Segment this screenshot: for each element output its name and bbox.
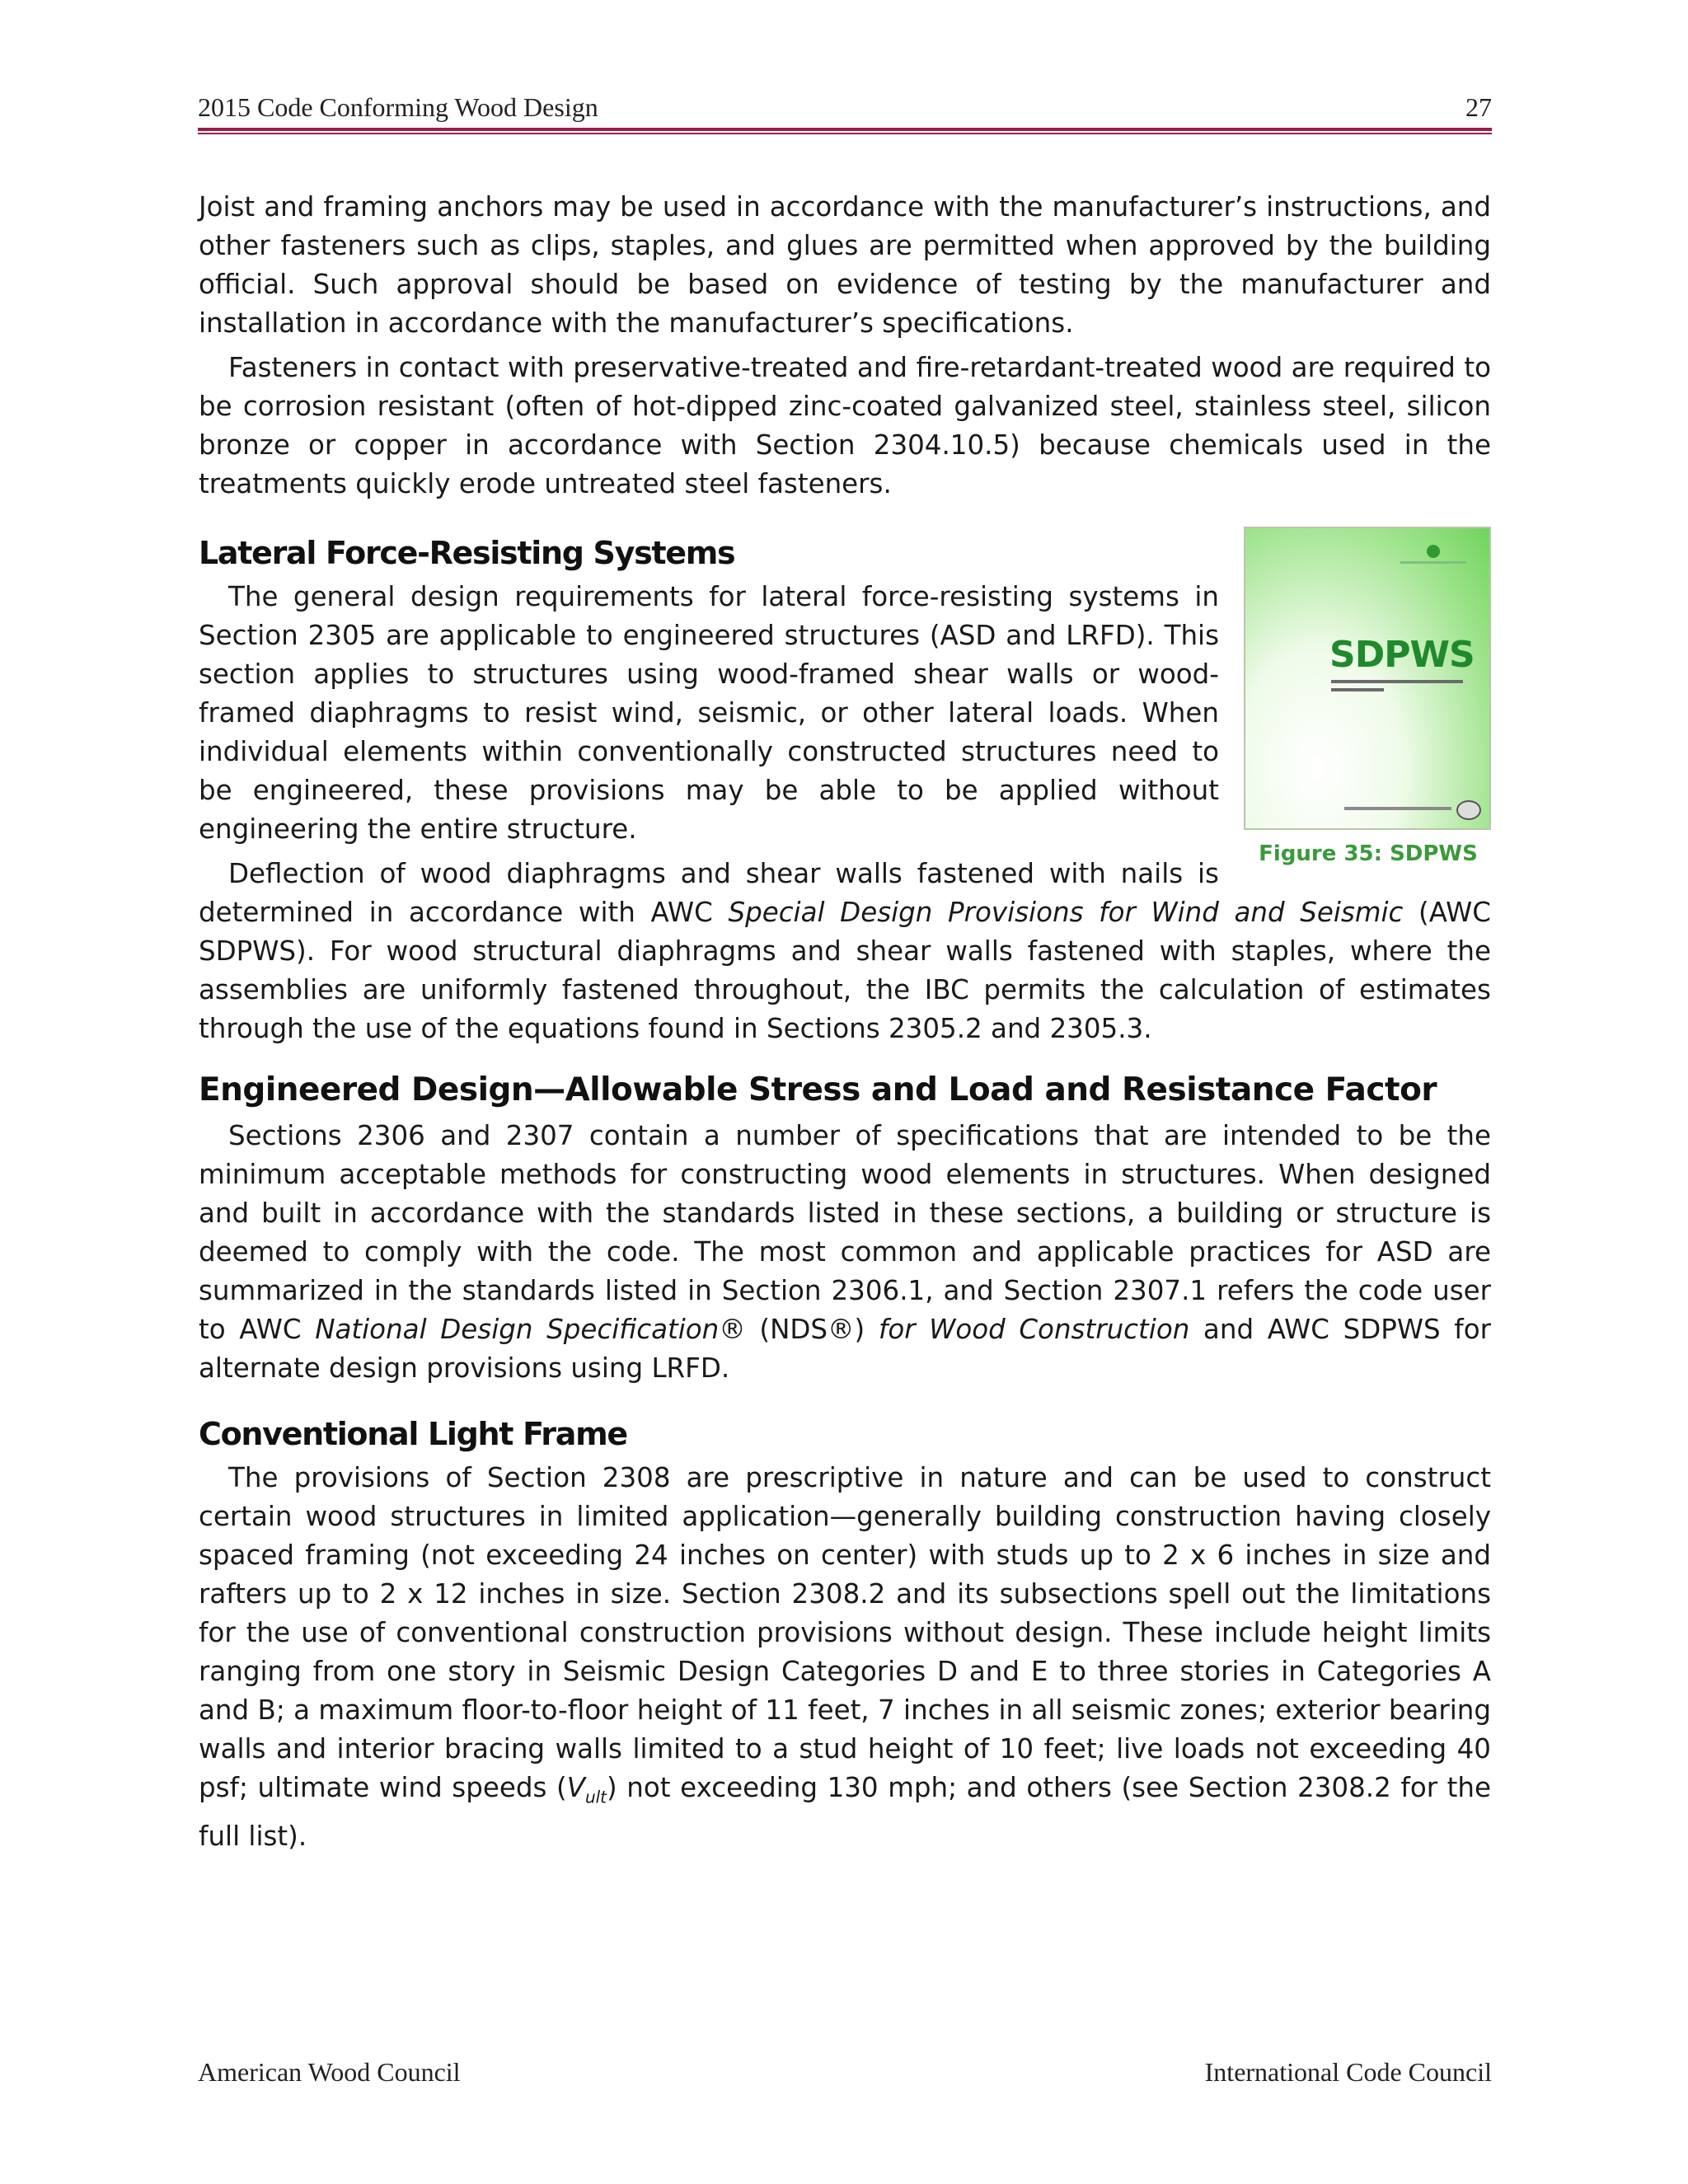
page-number: 27 (1465, 92, 1492, 122)
heading-lateral: Lateral Force-Resisting Systems (199, 535, 735, 571)
engineered-text-b: ® (NDS®) (719, 1314, 879, 1345)
nds-title-italic: National Design Specification (315, 1314, 720, 1345)
figure-caption: Figure 35: SDPWS (1259, 841, 1478, 866)
ansi-seal-icon (1456, 800, 1481, 820)
header-rule (198, 128, 1492, 131)
paragraph-deflection (199, 855, 1491, 1048)
conventional-text-a: The provisions of Section 2308 are prescriptive in nature and can be used to construct certain wood structures in limited application—generally building construction having closely spaced framing (not exceeding 24 inches on center) with studs up to 2 x 6 inches in size and rafters up to 2 x 12 inches in size. Section 2308.2 and its subsections spell out the limitations for the use of conventional construction provisions without design. These include height limits ranging from one story in Seismic Design Categories D and E to three stories in Categories A and B; a maximum floor-to-floor height of 11 feet, 7 inches in all seismic zones; exterior bearing walls and interior bracing walls limited to a stud height of 10 feet; live loads not exceeding 40 psf; ultimate wind speeds ( (199, 1462, 1491, 1803)
footer-right: International Code Council (1204, 2057, 1492, 2087)
running-title: 2015 Code Conforming Wood Design (198, 92, 598, 122)
heading-conventional: Conventional Light Frame (199, 1416, 627, 1452)
wind-speed-variable: V (566, 1772, 585, 1803)
page-header (198, 92, 1492, 123)
figure-sdpws (1244, 527, 1493, 866)
paragraph-conventional (199, 1459, 1491, 1856)
conventional-text-b: ) not exceeding 130 mph; and others (see Section 2308.2 for the full list). (199, 1772, 1492, 1852)
nds-subtitle-italic: for Wood Construction (878, 1314, 1190, 1345)
cover-org-line (1400, 561, 1466, 564)
heading-engineered: Engineered Design—Allowable Stress and Load and Resistance Factor (199, 1071, 1437, 1108)
header-rule-thin (198, 133, 1492, 134)
page-body (199, 188, 1491, 1856)
paragraph-anchors: Joist and framing anchors may be used in accordance with the manufacturer’s instructions, and other fasteners such as clips, staples, and glues are permitted when approved by the building official. Such approval should be based on evidence of testing by the manufacturer and installation in accordance with the manufacturer’s specifications. (199, 191, 1491, 339)
footer-left: American Wood Council (198, 2057, 461, 2087)
cover-title: SDPWS (1329, 634, 1475, 676)
sdpws-title-italic: Special Design Provisions for Wind and Seismic (728, 897, 1404, 928)
deflection-text-a: Deflection of wood diaphragms and shear walls fastened with nails is determined in accordance with AWC (199, 858, 1219, 928)
awc-logo-icon (1427, 545, 1440, 558)
cover-edition-line (1331, 688, 1384, 691)
page-footer (198, 2057, 1492, 2088)
wind-speed-subscript: ult (584, 1787, 607, 1807)
deflection-text-b: (AWC SDPWS). For wood structural diaphragms and shear walls fastened with staples, where the assemblies are uniformly fastened throughout, the IBC permits the calculation of estimates through the use of the equations found in Sections 2305.2 and 2305.3. (199, 897, 1492, 1044)
engineered-text-c: and AWC SDPWS for alternate design provisions using LRFD. (199, 1314, 1491, 1384)
cover-footer-line (1344, 807, 1451, 810)
paragraph-fasteners: Fasteners in contact with preservative-treated and fire-retardant-treated wood are required to be corrosion resistant (often of hot-dipped zinc-coated galvanized steel, stainless steel, silicon bronze or copper in accordance with Section 2304.10.5) because chemicals used in the treatments quickly erode untreated steel fasteners. (199, 352, 1491, 499)
paragraph-lateral-general: The general design requirements for lateral force-resisting systems in Section 2305 are applicable to engineered structures (ASD and LRFD). This section applies to structures using wood-framed shear walls or wood-framed diaphragms to resist wind, seismic, or other lateral loads. When individual elements within conventionally constructed structures need to be engineered, these provisions may be able to be applied without engineering the entire structure. (199, 581, 1219, 845)
paragraph-engineered (199, 1117, 1491, 1388)
cover-subtitle-line (1331, 680, 1463, 683)
engineered-text-a: Sections 2306 and 2307 contain a number of specifications that are intended to be the minimum acceptable methods for constructing wood elements in structures. When designed and built in accordance with the standards listed in these sections, a building or structure is deemed to comply with the code. The most common and applicable practices for ASD are summarized in the standards listed in Section 2306.1, and Section 2307.1 refers the code user to AWC (199, 1120, 1491, 1345)
sdpws-cover-image (1244, 527, 1491, 830)
